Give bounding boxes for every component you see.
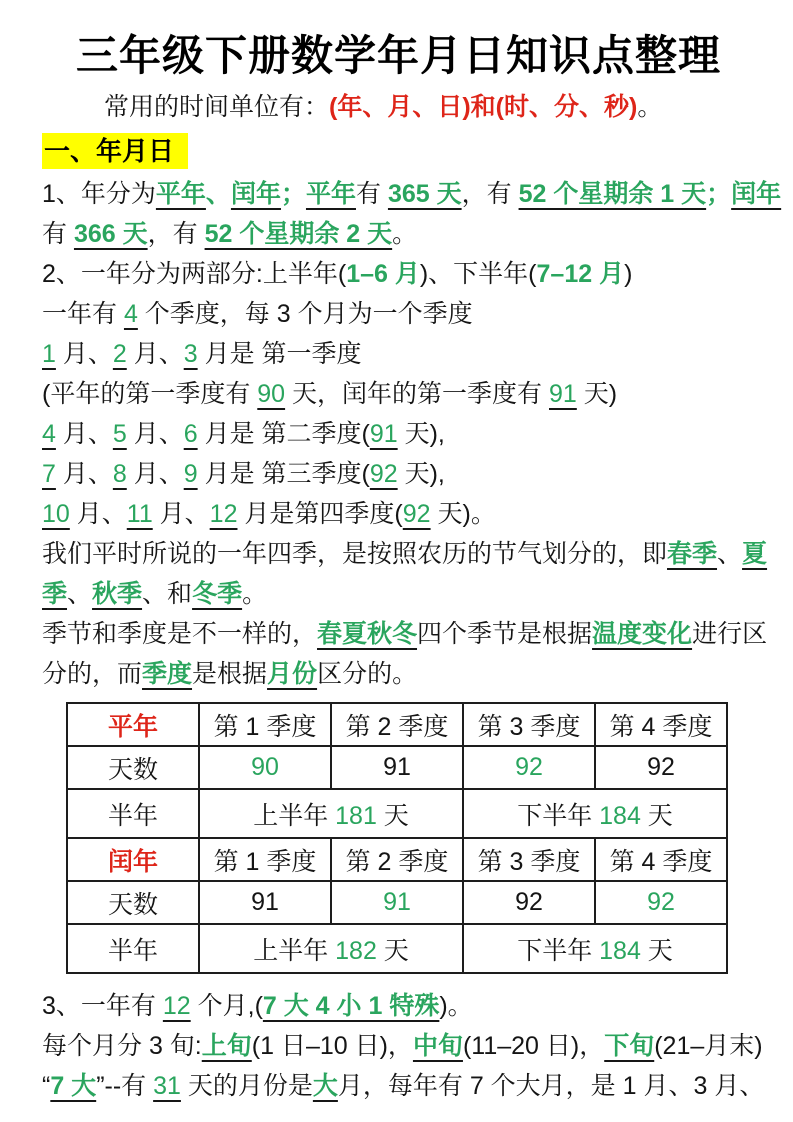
table-cell (595, 881, 727, 924)
page-title: 三年级下册数学年月日知识点整理 (75, 32, 721, 79)
text-segment: 分的，而 (42, 660, 143, 688)
text-segment: 、和 (142, 580, 193, 608)
seasons-table (66, 702, 728, 974)
text-segment: 92 (647, 888, 675, 916)
text-segment: 12 (209, 500, 238, 528)
text-segment: 天), (397, 420, 445, 448)
text-line (42, 374, 755, 414)
seasons-table-body (67, 703, 727, 973)
text-line (42, 654, 755, 694)
text-segment: 月、 (55, 420, 113, 448)
text-segment: 第 2 季度 (345, 712, 449, 741)
text-segment: 第 2 季度 (345, 847, 449, 876)
body-paragraphs (42, 174, 782, 694)
text-segment: 月是 第一季度 (197, 340, 362, 368)
text-segment: 5 (112, 420, 127, 448)
text-segment: 是根据 (192, 660, 268, 688)
text-segment: 7 大 4 小 1 特殊 (262, 992, 440, 1020)
text-segment: 月份 (267, 660, 318, 688)
table-cell (595, 746, 727, 789)
text-line (42, 614, 768, 654)
text-segment: 季节和季度是不一样的， (42, 620, 318, 648)
text-segment: 52 个星期余 2 天 (204, 220, 393, 248)
table-cell (199, 881, 331, 924)
table-cell (199, 924, 463, 973)
table-cell (463, 838, 595, 881)
table-row (67, 746, 727, 789)
text-line (42, 174, 782, 214)
text-segment: 个季度，每 3 个月为一个季度 (137, 300, 473, 328)
text-segment: 90 (251, 753, 279, 781)
text-segment: ) (624, 260, 633, 288)
table-cell (331, 703, 463, 746)
text-segment: 11 (126, 500, 153, 528)
text-segment: 下旬 (604, 1032, 655, 1060)
text-segment: 月、 (126, 420, 184, 448)
text-line (42, 1026, 763, 1066)
text-segment: 天的月份是 (180, 1072, 313, 1100)
text-segment: 四个季节是根据 (417, 620, 593, 648)
text-segment: 91 (383, 753, 411, 781)
text-segment: 月，每年有 7 个大月，是 1 月、3 月、 (337, 1072, 765, 1100)
text-segment: 181 (335, 801, 377, 830)
text-segment: 182 (335, 936, 377, 965)
text-segment: 第 4 季度 (609, 847, 713, 876)
text-segment: 。 (242, 580, 268, 608)
text-segment: 3 (183, 340, 198, 368)
text-segment: 91 (369, 420, 398, 448)
text-segment: 春夏秋冬 (317, 620, 418, 648)
text-segment: 天 (640, 936, 673, 965)
text-segment: 6 (183, 420, 198, 448)
table-cell (67, 838, 199, 881)
text-segment: 常用的时间单位有： (104, 93, 330, 121)
text-segment: 92 (647, 753, 675, 781)
text-line (42, 534, 768, 574)
text-segment: 平年 (305, 180, 356, 208)
table-cell (331, 746, 463, 789)
text-segment: 春季 (667, 540, 718, 568)
text-segment: (21–月末) (654, 1032, 763, 1060)
text-segment: 91 (549, 380, 577, 408)
text-segment: 、 (717, 540, 743, 568)
text-segment: 月、 (69, 500, 127, 528)
text-segment: 。 (637, 93, 663, 121)
text-segment: ，有 (461, 180, 519, 208)
text-segment: ； (280, 180, 306, 208)
text-segment: 月是 第二季度( (197, 420, 370, 448)
table-row (67, 924, 727, 973)
text-segment: (年、月、日)和(时、分、秒) (329, 93, 638, 121)
text-segment: 2、一年分为两部分:上半年( (42, 260, 347, 288)
table-cell (463, 789, 727, 838)
text-segment: ，有 (147, 220, 205, 248)
text-line (42, 1066, 765, 1106)
text-segment: 有 (42, 220, 74, 248)
text-segment: 月、 (152, 500, 210, 528)
text-segment: 平年 (107, 712, 158, 741)
text-segment: 天 (376, 936, 409, 965)
table-cell (67, 789, 199, 838)
section-header-row (42, 133, 755, 169)
text-line (42, 254, 755, 294)
text-segment: 90 (257, 380, 286, 408)
text-segment: 季 (42, 580, 68, 608)
text-segment: 半年 (107, 801, 158, 830)
text-segment: 中旬 (412, 1032, 463, 1060)
text-segment: 91 (383, 888, 411, 916)
text-segment: 7–12 月 (536, 260, 625, 288)
text-segment: 月、 (55, 340, 113, 368)
text-segment: 月、 (126, 340, 184, 368)
text-line (42, 494, 755, 534)
text-segment: ； (706, 180, 732, 208)
text-line (42, 414, 755, 454)
text-segment: 92 (515, 753, 543, 781)
section-header: 一、年月日 (42, 133, 188, 169)
text-segment: 184 (599, 936, 641, 965)
text-segment: 天)。 (430, 500, 496, 528)
text-segment: “ (42, 1072, 51, 1100)
text-segment: 上半年 (253, 936, 336, 965)
subtitle-line (42, 90, 755, 124)
table-cell (199, 703, 331, 746)
text-segment: 进行区 (692, 620, 768, 648)
table-cell (67, 746, 199, 789)
text-segment: 12 (162, 992, 191, 1020)
text-segment: 第 3 季度 (477, 712, 581, 741)
footer-paragraphs (42, 986, 765, 1106)
text-line (42, 454, 755, 494)
text-segment: 个月,( (190, 992, 263, 1020)
text-segment: 3、一年有 (42, 992, 163, 1020)
text-segment: 天数 (107, 890, 158, 919)
text-segment: 2 (112, 340, 127, 368)
text-segment: 下半年 (517, 936, 600, 965)
text-segment: 92 (515, 888, 543, 916)
text-segment: 31 (153, 1072, 181, 1100)
table-cell (331, 881, 463, 924)
text-segment: 月、 (126, 460, 184, 488)
text-segment: 365 天 (387, 180, 462, 208)
text-segment: 、 (67, 580, 93, 608)
text-segment: (1 日–10 日)， (251, 1032, 413, 1060)
text-segment: 月是 第三季度( (197, 460, 370, 488)
text-segment: 上旬 (201, 1032, 252, 1060)
text-segment: 第 1 季度 (213, 847, 317, 876)
text-segment: 天数 (107, 755, 158, 784)
text-line (42, 986, 755, 1026)
text-segment: 1–6 月 (346, 260, 420, 288)
text-segment: 、 (205, 180, 231, 208)
text-segment: 下半年 (517, 801, 600, 830)
text-segment: 第 1 季度 (213, 712, 317, 741)
text-line (42, 574, 755, 614)
text-segment: 52 个星期余 1 天 (518, 180, 707, 208)
text-segment: 一年有 (42, 300, 124, 328)
text-segment: 7 (42, 460, 56, 488)
text-segment: 天，闰年的第一季度有 (285, 380, 549, 408)
table-row (67, 703, 727, 746)
text-segment: 4 (42, 420, 56, 448)
text-segment: 9 (183, 460, 198, 488)
text-segment: 天), (397, 460, 445, 488)
text-line (42, 214, 755, 254)
text-segment: 有 (355, 180, 388, 208)
text-segment: 闰年 (230, 180, 281, 208)
table-cell (463, 881, 595, 924)
text-segment: 366 天 (73, 220, 148, 248)
text-segment: (11–20 日)， (462, 1032, 605, 1060)
table-cell (199, 838, 331, 881)
text-segment: 天 (376, 801, 409, 830)
table-row (67, 838, 727, 881)
table-cell (595, 703, 727, 746)
text-line (42, 334, 755, 374)
text-segment: 平年 (155, 180, 206, 208)
text-segment: 月是第四季度( (237, 500, 403, 528)
text-segment: 每个月分 3 旬: (42, 1032, 202, 1060)
text-segment: ”--有 (96, 1072, 154, 1100)
text-segment: 1、年分为 (42, 180, 156, 208)
table-cell (463, 746, 595, 789)
text-segment: 区分的。 (317, 660, 418, 688)
text-segment: 上半年 (253, 801, 336, 830)
text-segment: (平年的第一季度有 (42, 380, 258, 408)
text-segment: 7 大 (50, 1072, 97, 1100)
table-cell (67, 924, 199, 973)
text-segment: 92 (402, 500, 431, 528)
table-cell (199, 746, 331, 789)
text-segment: 闰年 (731, 180, 782, 208)
text-segment: 秋季 (92, 580, 143, 608)
text-segment: 91 (251, 888, 279, 916)
table-cell (331, 838, 463, 881)
text-segment: 10 (42, 500, 70, 528)
text-segment: 季度 (142, 660, 193, 688)
text-segment: )、下半年( (419, 260, 537, 288)
text-segment: 我们平时所说的一年四季，是按照农历的节气划分的，即 (42, 540, 668, 568)
table-cell (463, 924, 727, 973)
text-segment: 大 (312, 1072, 338, 1100)
text-segment: 半年 (107, 936, 158, 965)
text-segment: 天) (576, 380, 618, 408)
text-segment: 1 (42, 340, 56, 368)
text-segment: 第 4 季度 (609, 712, 713, 741)
text-line (42, 294, 755, 334)
table-row (67, 881, 727, 924)
text-segment: 月、 (55, 460, 113, 488)
text-segment: 。 (392, 220, 418, 248)
table-cell (67, 881, 199, 924)
text-segment: 8 (112, 460, 127, 488)
text-segment: 92 (369, 460, 398, 488)
text-segment: )。 (439, 992, 473, 1020)
text-segment: 夏 (742, 540, 768, 568)
table-row (67, 789, 727, 838)
table-cell (199, 789, 463, 838)
text-segment: 第 3 季度 (477, 847, 581, 876)
text-segment: 冬季 (192, 580, 243, 608)
text-segment: 184 (599, 801, 641, 830)
table-cell (595, 838, 727, 881)
text-segment: 4 (123, 300, 138, 328)
text-segment: 闰年 (107, 847, 158, 876)
text-segment: 温度变化 (592, 620, 693, 648)
text-segment: 天 (640, 801, 673, 830)
table-cell (67, 703, 199, 746)
table-cell (463, 703, 595, 746)
